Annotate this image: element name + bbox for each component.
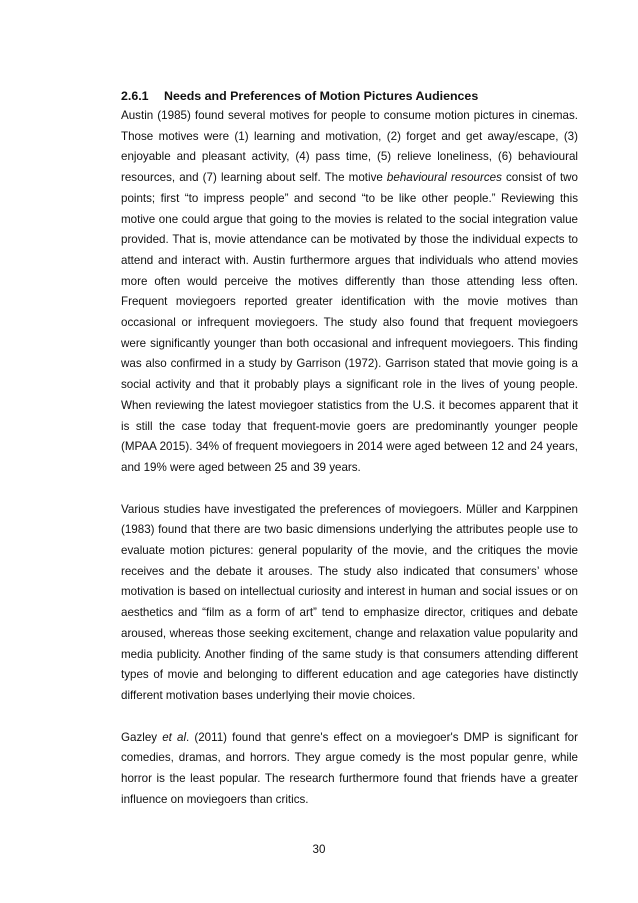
paragraph-gazley-part-1: Gazley <box>121 730 163 744</box>
section-number: 2.6.1 <box>121 89 149 103</box>
paragraph-gap <box>121 707 578 728</box>
page-number: 30 <box>312 843 326 856</box>
paragraph-austin-part-2: consist of two points; first “to impress people” and second “to be like other people.” Reviewing this motive one could argue that going to the movies is related to the social integration value provided. That is, movie attendance can be motivated by those the individual expects to attend and interact with. Austin furthermore argues that individuals who attend movies more often would perceive the motives differently than those attending less often. Frequent moviegoers reported greater identification with the movie motives than occasional or infrequent moviegoers. The study also found that frequent moviegoers were significantly younger than both occasional and infrequent moviegoers. This finding was also confirmed in a study by Garrison (1972). Garrison stated that movie going is a social activity and that it probably plays a significant role in the lives of young people. When reviewing the latest moviegoer statistics from the U.S. it becomes apparent that it is still the case today that frequent-movie goers are predominantly younger people (MPAA 2015). 34% of frequent moviegoers in 2014 were aged between 12 and 24 years, and 19% were aged between 25 and 39 years. <box>121 171 578 474</box>
emphasis-et-al: et al <box>162 730 187 744</box>
emphasis-behavioural-resources: behavioural resources <box>386 171 502 185</box>
section-title: Needs and Preferences of Motion Pictures Audiences <box>164 89 479 103</box>
paragraph-austin-part-1: Austin (1985) found several motives for people to consume motion pictures in cinemas. Those motives were (1) learning and motivation, (2) forget and get away/escape, (3) enjoyable and pleasant activity, (4) pass time, (5) relieve loneliness, (6) behavioural resources, and (7) learning about self. The motive <box>121 109 578 185</box>
section-heading <box>121 86 578 106</box>
page-content <box>121 86 578 811</box>
paragraph-gap <box>121 479 578 500</box>
paragraph-gazley-part-2: . (2011) found that genre's effect on a moviegoer's DMP is significant for comedies, dramas, and horrors. They argue comedy is the most popular genre, while horror is the least popular. The research furthermore found that friends have a greater influence on moviegoers than critics. <box>121 730 578 806</box>
paragraph-austin <box>121 106 578 479</box>
paragraph-gazley <box>121 728 578 811</box>
paragraph-preferences: Various studies have investigated the preferences of moviegoers. Müller and Karppinen (1983) found that there are two basic dimensions underlying the attributes people use to evaluate motion pictures: general popularity of the movie, and the critiques the movie receives and the debate it arouses. The study also indicated that consumers’ whose motivation is based on intellectual curiosity and interest in human and social issues or on aesthetics and “film as a form of art” tend to emphasize director, critiques and debate aroused, whereas those seeking excitement, change and relaxation value popularity and media publicity. Another finding of the same study is that consumers attending different types of movie and belonging to different education and age categories have distinctly different motivation bases underlying their movie choices. <box>121 502 578 702</box>
